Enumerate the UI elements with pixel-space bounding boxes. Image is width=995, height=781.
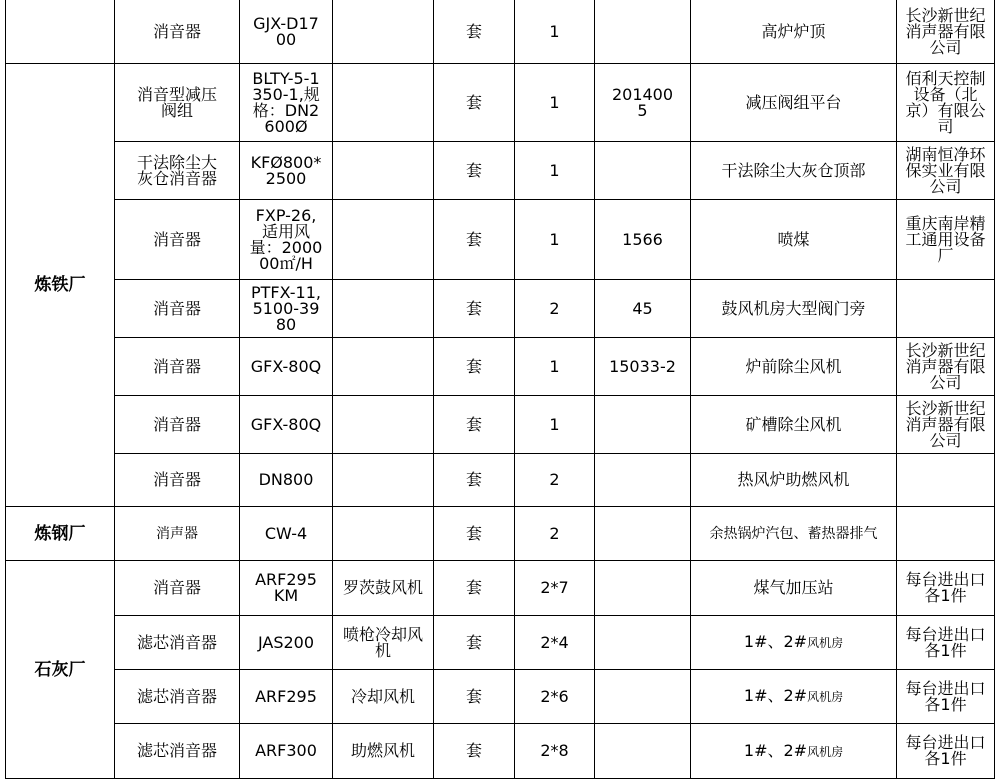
model-cell: CW-4 (240, 507, 333, 561)
manufacturer-cell: 长沙新世纪消声器有限公司 (897, 338, 995, 396)
unit-cell: 套 (434, 280, 515, 338)
quantity-cell: 2*8 (515, 724, 595, 779)
equipment-name-cell: 消音器 (115, 200, 240, 280)
table-row (6, 64, 995, 142)
location-cell: 喷煤 (691, 200, 897, 280)
model-cell: ARF295 (240, 670, 333, 724)
serial-cell (595, 561, 691, 616)
spec-cell (333, 64, 434, 142)
spec-cell (333, 0, 434, 64)
table-row (6, 507, 995, 561)
unit-cell: 套 (434, 507, 515, 561)
spec-cell (333, 142, 434, 200)
table-row (6, 396, 995, 454)
serial-cell: 15033-2 (595, 338, 691, 396)
location-cell: 炉前除尘风机 (691, 338, 897, 396)
equipment-name-cell: 滤芯消音器 (115, 616, 240, 670)
quantity-cell: 1 (515, 64, 595, 142)
unit-cell: 套 (434, 338, 515, 396)
quantity-cell: 2 (515, 454, 595, 507)
manufacturer-cell: 每台进出口各1件 (897, 670, 995, 724)
spec-cell: 助燃风机 (333, 724, 434, 779)
quantity-cell: 1 (515, 338, 595, 396)
serial-cell (595, 670, 691, 724)
manufacturer-cell (897, 454, 995, 507)
spec-cell: 罗茨鼓风机 (333, 561, 434, 616)
unit-cell: 套 (434, 561, 515, 616)
spec-cell (333, 200, 434, 280)
location-cell: 1#、2#风机房 (691, 724, 897, 779)
manufacturer-cell: 佰利天控制设备（北京）有限公司 (897, 64, 995, 142)
spec-cell (333, 280, 434, 338)
model-cell: ARF295KM (240, 561, 333, 616)
table-row (6, 200, 995, 280)
table-row (6, 616, 995, 670)
location-cell: 矿槽除尘风机 (691, 396, 897, 454)
spec-cell (333, 507, 434, 561)
serial-cell: 2014005 (595, 64, 691, 142)
serial-cell: 1566 (595, 200, 691, 280)
location-cell: 1#、2#风机房 (691, 670, 897, 724)
location-cell: 余热锅炉汽包、蓄热器排气 (691, 507, 897, 561)
quantity-cell: 1 (515, 0, 595, 64)
equipment-name-cell: 消音器 (115, 454, 240, 507)
manufacturer-cell: 湖南恒净环保实业有限公司 (897, 142, 995, 200)
equipment-name-cell: 消音器 (115, 0, 240, 64)
serial-cell (595, 454, 691, 507)
equipment-name-cell: 消音器 (115, 396, 240, 454)
manufacturer-cell: 每台进出口各1件 (897, 616, 995, 670)
quantity-cell: 2*7 (515, 561, 595, 616)
table-row (6, 561, 995, 616)
location-cell: 煤气加压站 (691, 561, 897, 616)
department-cell: 石灰厂 (6, 561, 115, 779)
model-cell: KFØ800*2500 (240, 142, 333, 200)
manufacturer-cell: 每台进出口各1件 (897, 724, 995, 779)
quantity-cell: 2 (515, 280, 595, 338)
model-cell: FXP-26,适用风量：200000㎡/H (240, 200, 333, 280)
location-cell: 减压阀组平台 (691, 64, 897, 142)
equipment-table (5, 0, 995, 779)
equipment-name-cell: 滤芯消音器 (115, 670, 240, 724)
model-cell: JAS200 (240, 616, 333, 670)
model-cell: DN800 (240, 454, 333, 507)
quantity-cell: 2*4 (515, 616, 595, 670)
table-row (6, 338, 995, 396)
manufacturer-cell (897, 507, 995, 561)
table-row (6, 670, 995, 724)
manufacturer-cell (897, 280, 995, 338)
quantity-cell: 2*6 (515, 670, 595, 724)
model-cell: PTFX-11,5100-3980 (240, 280, 333, 338)
location-cell: 鼓风机房大型阀门旁 (691, 280, 897, 338)
table-row (6, 454, 995, 507)
equipment-name-cell: 消声器 (115, 507, 240, 561)
table-row (6, 724, 995, 779)
equipment-name-cell: 滤芯消音器 (115, 724, 240, 779)
spec-cell: 冷却风机 (333, 670, 434, 724)
unit-cell: 套 (434, 200, 515, 280)
unit-cell: 套 (434, 64, 515, 142)
unit-cell: 套 (434, 0, 515, 64)
serial-cell: 45 (595, 280, 691, 338)
table-row (6, 142, 995, 200)
manufacturer-cell: 长沙新世纪消声器有限公司 (897, 396, 995, 454)
unit-cell: 套 (434, 724, 515, 779)
model-cell: GFX-80Q (240, 338, 333, 396)
equipment-name-cell: 干法除尘大灰仓消音器 (115, 142, 240, 200)
unit-cell: 套 (434, 396, 515, 454)
spec-cell: 喷枪冷却风机 (333, 616, 434, 670)
department-cell (6, 0, 115, 64)
manufacturer-cell: 长沙新世纪消声器有限公司 (897, 0, 995, 64)
manufacturer-cell: 重庆南岸精工通用设备厂 (897, 200, 995, 280)
equipment-name-cell: 消音器 (115, 338, 240, 396)
location-cell: 1#、2#风机房 (691, 616, 897, 670)
unit-cell: 套 (434, 142, 515, 200)
model-cell: ARF300 (240, 724, 333, 779)
table-row (6, 280, 995, 338)
table-row (6, 0, 995, 64)
equipment-name-cell: 消音型减压阀组 (115, 64, 240, 142)
location-cell: 干法除尘大灰仓顶部 (691, 142, 897, 200)
spec-cell (333, 396, 434, 454)
serial-cell (595, 142, 691, 200)
unit-cell: 套 (434, 616, 515, 670)
quantity-cell: 1 (515, 142, 595, 200)
manufacturer-cell: 每台进出口各1件 (897, 561, 995, 616)
location-cell: 热风炉助燃风机 (691, 454, 897, 507)
equipment-name-cell: 消音器 (115, 280, 240, 338)
equipment-name-cell: 消音器 (115, 561, 240, 616)
serial-cell (595, 396, 691, 454)
serial-cell (595, 724, 691, 779)
spec-cell (333, 338, 434, 396)
model-cell: BLTY-5-1350-1,规格：DN2600Ø (240, 64, 333, 142)
model-cell: GJX-D1700 (240, 0, 333, 64)
department-cell: 炼铁厂 (6, 64, 115, 507)
quantity-cell: 1 (515, 200, 595, 280)
quantity-cell: 1 (515, 396, 595, 454)
serial-cell (595, 616, 691, 670)
department-cell: 炼钢厂 (6, 507, 115, 561)
location-cell: 高炉炉顶 (691, 0, 897, 64)
serial-cell (595, 507, 691, 561)
model-cell: GFX-80Q (240, 396, 333, 454)
unit-cell: 套 (434, 454, 515, 507)
serial-cell (595, 0, 691, 64)
spec-cell (333, 454, 434, 507)
unit-cell: 套 (434, 670, 515, 724)
quantity-cell: 2 (515, 507, 595, 561)
